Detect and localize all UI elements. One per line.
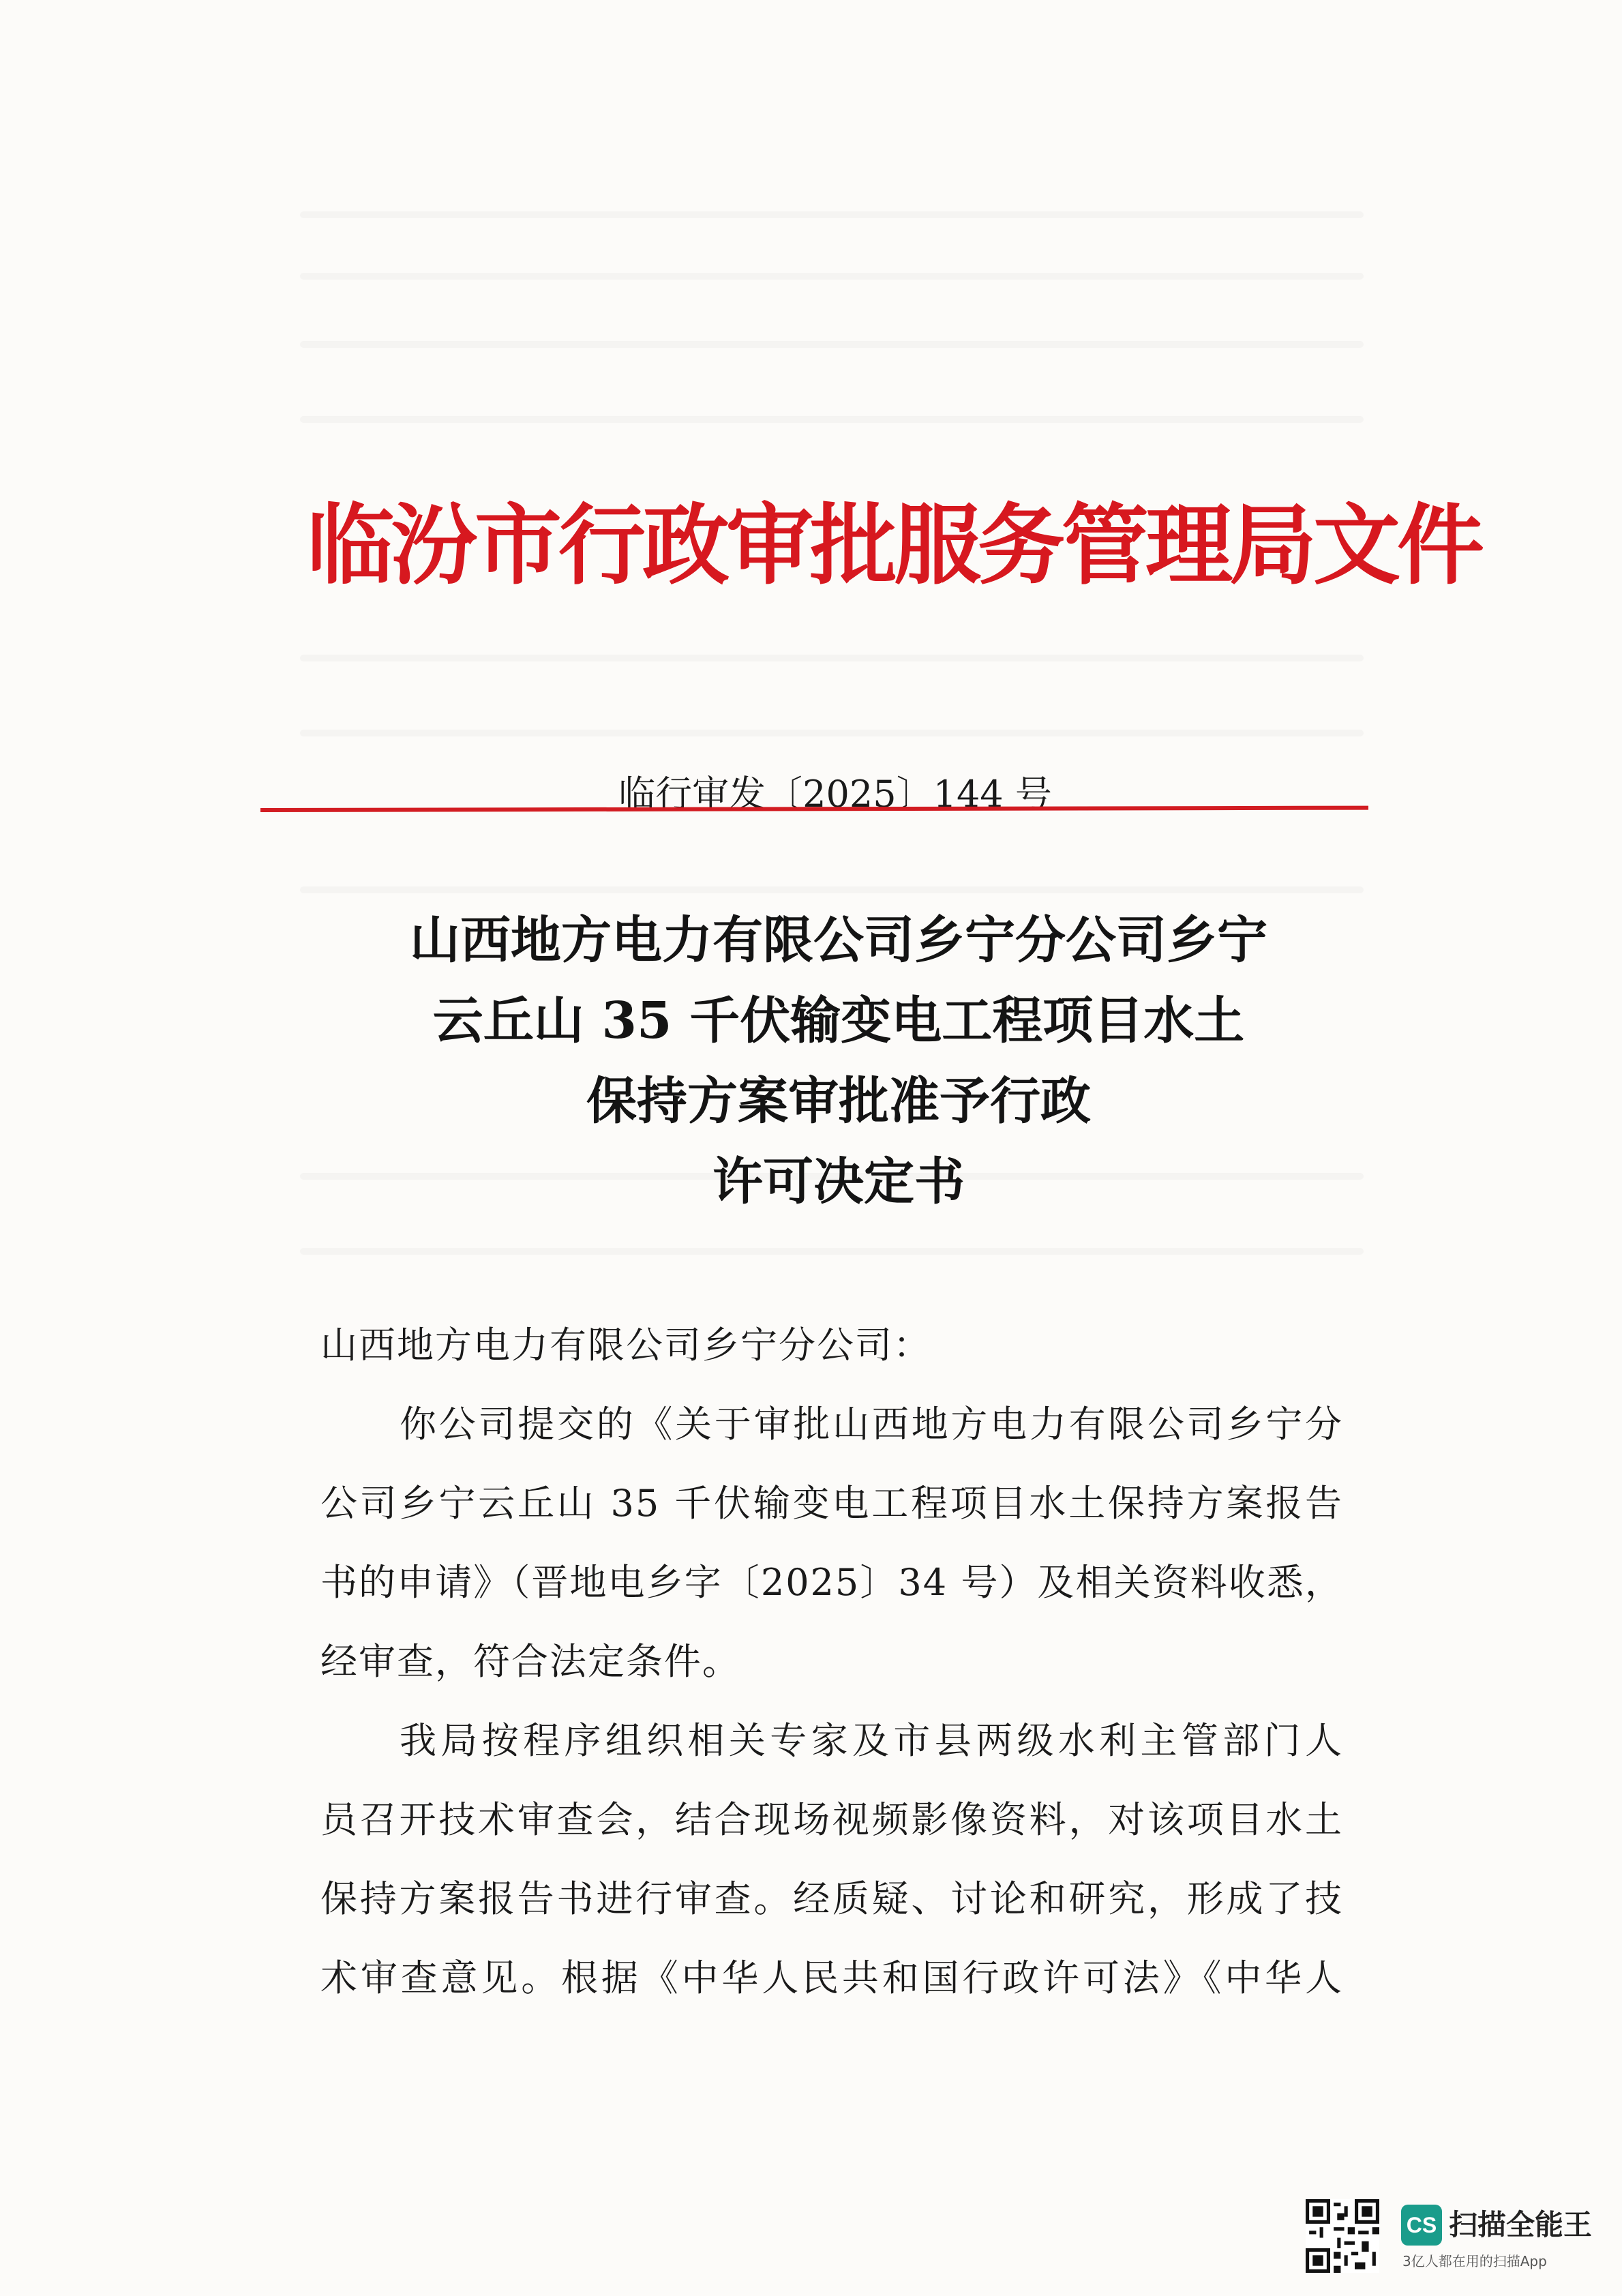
title-line: 山西地方电力有限公司乡宁分公司乡宁	[410, 911, 1267, 970]
scanner-tagline: 3亿人都在用的扫描App	[1402, 2253, 1547, 2269]
body-line: 保持方案报告书进行审查。经质疑、讨论和研究，形成了技	[320, 1877, 1343, 1920]
bleed-through-mark	[300, 273, 1364, 280]
title-line: 云丘山 35 千伏输变电工程项目水土	[432, 992, 1245, 1050]
body-line: 术审查意见。根据《中华人民共和国行政许可法》《中华人	[320, 1956, 1343, 1999]
agency-header-title: 临汾市行政审批服务管理局文件	[307, 494, 1482, 597]
bleed-through-mark	[300, 886, 1364, 893]
document-body	[320, 1306, 1343, 2018]
qr-code-icon	[1306, 2199, 1379, 2273]
body-line: 你公司提交的《关于审批山西地方电力有限公司乡宁分	[400, 1403, 1343, 1446]
camscanner-logo: CS	[1401, 2205, 1442, 2246]
scanner-watermark	[1306, 2199, 1606, 2274]
title-line: 许可决定书	[712, 1152, 965, 1211]
recipient-line: 山西地方电力有限公司乡宁分公司：	[320, 1324, 931, 1367]
body-line: 我局按程序组织相关专家及市县两级水利主管部门人	[400, 1719, 1343, 1762]
scanner-app-name: 扫描全能王	[1449, 2208, 1593, 2241]
body-line: 书的申请》（晋地电乡字〔2025〕34 号）及相关资料收悉，	[320, 1561, 1343, 1604]
bleed-through-mark	[300, 1248, 1364, 1255]
title-line: 保持方案审批准予行政	[586, 1072, 1091, 1131]
bleed-through-mark	[300, 655, 1364, 661]
bleed-through-mark	[300, 341, 1364, 348]
body-line: 经审查，符合法定条件。	[320, 1640, 740, 1683]
bleed-through-mark	[300, 211, 1364, 218]
body-line: 员召开技术审查会，结合现场视频影像资料，对该项目水土	[320, 1798, 1343, 1841]
body-line: 公司乡宁云丘山 35 千伏输变电工程项目水土保持方案报告	[320, 1482, 1343, 1525]
document-title	[286, 900, 1391, 1222]
bleed-through-mark	[300, 730, 1364, 736]
document-number: 临行审发〔2025〕144 号	[618, 773, 1052, 816]
bleed-through-mark	[300, 416, 1364, 423]
